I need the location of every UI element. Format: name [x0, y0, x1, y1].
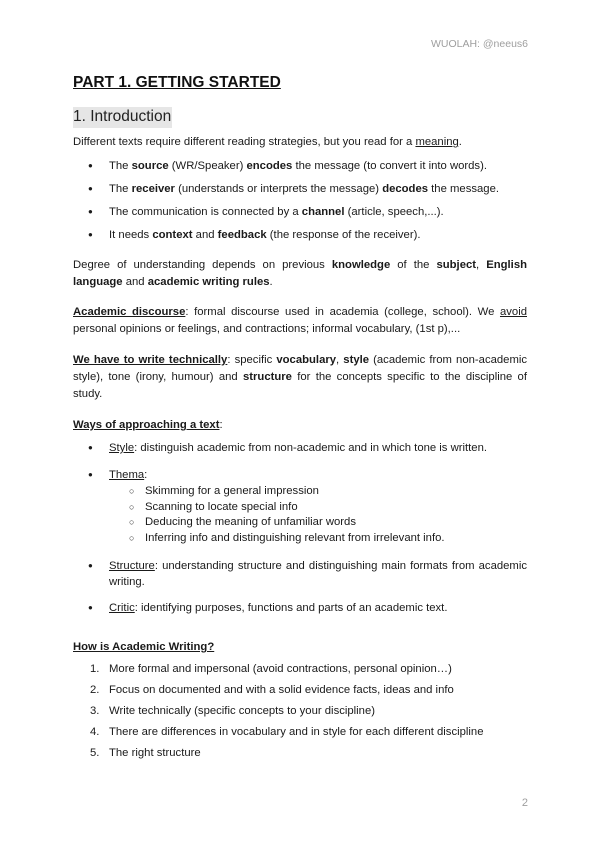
page-number: 2 [521, 797, 528, 809]
communication-bullet-list [73, 158, 527, 243]
page-header: WUOLAH: @neeus6 [430, 38, 528, 50]
part-title: PART 1. GETTING STARTED [73, 74, 281, 91]
how-heading: How is Academic Writing? [73, 641, 215, 653]
structure-bullet [73, 558, 527, 590]
list-item: ● It needs context and feedback (the response of the receiver). [73, 227, 527, 243]
ways-bullet-list [73, 440, 527, 456]
list-item: ● The receiver (understands or interprets the message) decodes the message. [73, 181, 527, 197]
list-item: 3. Write technically (specific concepts to your discipline) [90, 705, 376, 717]
list-item: ● Structure: understanding structure and distinguishing main formats from academic writing. [73, 558, 527, 590]
list-item: 2. Focus on documented and with a solid evidence facts, ideas and info [90, 684, 454, 696]
list-item: ○ Scanning to locate special info [109, 500, 445, 516]
how-numbered-list [73, 659, 483, 764]
thema-bullet [73, 467, 527, 483]
critic-bullet [73, 600, 527, 616]
list-item: 5. The right structure [90, 747, 201, 759]
list-item: ● The source (WR/Speaker) encodes the message (to convert it into words). [73, 158, 527, 174]
meaning-term: meaning [415, 136, 459, 148]
list-item: ● The communication is connected by a channel (article, speech,...). [73, 204, 527, 220]
write-technically-term: We have to write technically [73, 354, 228, 366]
thema-sub-list [109, 484, 445, 546]
list-item: ○ Deducing the meaning of unfamiliar words [109, 515, 445, 531]
academic-discourse-term: Academic discourse [73, 306, 186, 318]
list-item: 1. More formal and impersonal (avoid contractions, personal opinion…) [90, 663, 452, 675]
ways-heading: Ways of approaching a text: [73, 419, 223, 431]
list-item: ● Critic: identifying purposes, functions and parts of an academic text. [73, 600, 527, 616]
intro-paragraph: Different texts require different reading strategies, but you read for a meaning. [73, 136, 462, 148]
list-item: ● Thema: [73, 467, 527, 483]
list-item: ○ Skimming for a general impression [109, 484, 445, 500]
academic-discourse-paragraph: Academic discourse: formal discourse used in academia (college, school). We avoid personal opinions or feelings, and contractions; informal vocabulary, (1st p),... [73, 306, 527, 335]
degree-paragraph: Degree of understanding depends on previous knowledge of the subject, English language and academic writing rules. [73, 259, 527, 288]
list-item: 4. There are differences in vocabulary and in style for each different discipline [90, 726, 484, 738]
section-title: 1. Introduction [73, 107, 172, 128]
write-technically-paragraph: We have to write technically: specific vocabulary, style (academic from non-academic style), tone (irony, humour) and structure for the concepts specific to the discipline of study. [73, 354, 528, 400]
list-item: ● Style: distinguish academic from non-academic and in which tone is written. [73, 440, 527, 456]
list-item: ○ Inferring info and distinguishing relevant from irrelevant info. [109, 531, 445, 547]
